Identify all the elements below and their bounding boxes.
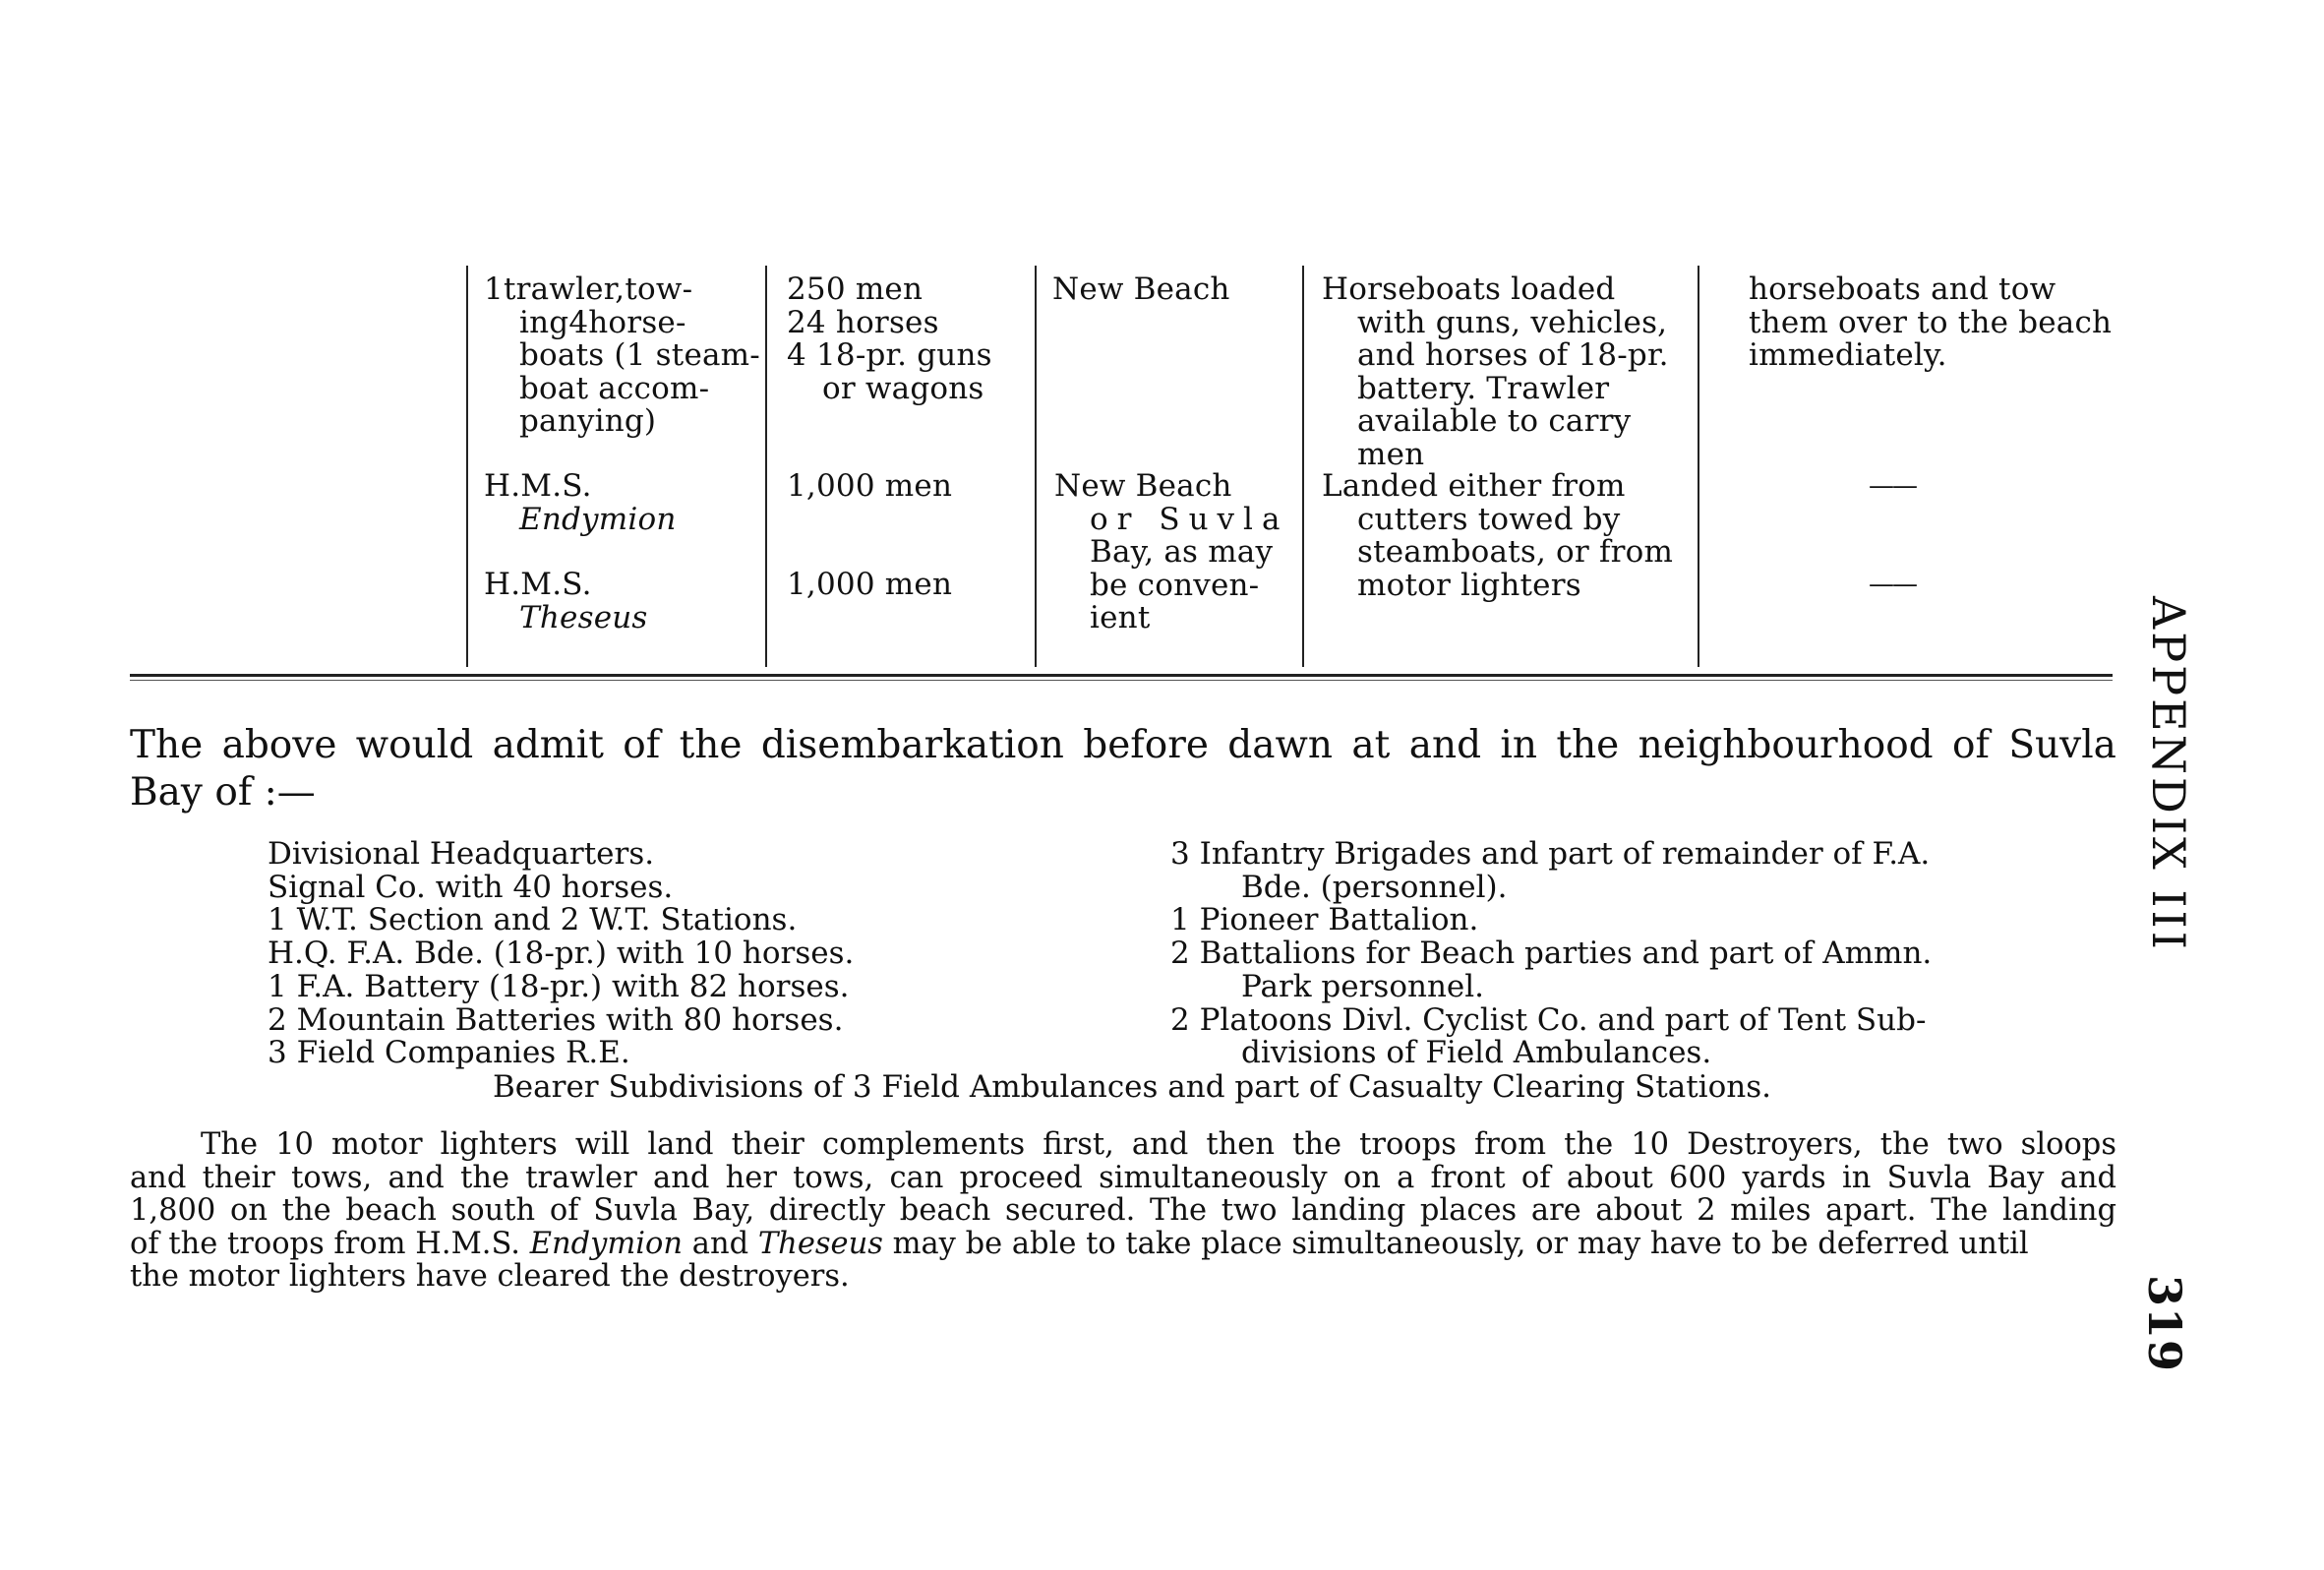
table-cell-line: ient bbox=[1090, 600, 1151, 635]
paragraph-line: 1,800 on the beach south of Suvla Bay, directly beach secured. The two landing places are about 2 miles apart. The landing bbox=[130, 1193, 2116, 1228]
row1-craft bbox=[484, 272, 760, 439]
table bbox=[0, 0, 2324, 669]
list-item: Divisional Headquarters. bbox=[268, 836, 655, 872]
table-cell-line: with guns, vehicles, bbox=[1357, 304, 1668, 340]
table-cell-line: panying) bbox=[519, 403, 657, 439]
row2-notes bbox=[1869, 470, 1947, 504]
paragraph-line: The 10 motor lighters will land their complements first, and then the troops from the 10 Destroyers, the two sloops bbox=[201, 1127, 2116, 1162]
row1-notes bbox=[1749, 273, 2122, 373]
table-cell-line: or Suvla bbox=[1090, 501, 1289, 537]
list-item: 3 Field Companies R.E. bbox=[268, 1035, 630, 1071]
table-cell-line: New Beach bbox=[1054, 468, 1232, 504]
table-cell-line: 1,000 men bbox=[787, 468, 953, 504]
table-cell-line: boat accom- bbox=[519, 370, 710, 406]
row2-carrying bbox=[787, 470, 1023, 504]
table-cell-line: boats (1 steam- bbox=[519, 337, 760, 373]
table-cell-line: or wagons bbox=[822, 370, 984, 406]
table-bottom-rule bbox=[130, 674, 2113, 677]
table-cell-line: available to carry bbox=[1357, 403, 1632, 439]
closing-paragraph bbox=[130, 1128, 2116, 1294]
row2-remarks bbox=[1322, 470, 1676, 602]
list-item: 2 Platoons Divl. Cyclist Co. and part of Tent Sub- bbox=[1170, 1001, 1927, 1038]
table-cell-line: and horses of 18-pr. bbox=[1357, 337, 1669, 373]
table-cell-line: New Beach bbox=[1052, 272, 1230, 307]
table-cell-line: 1trawler,tow- bbox=[484, 272, 693, 307]
ship-name: Theseus bbox=[757, 1226, 883, 1261]
paragraph-line: the motor lighters have cleared the destroyers. bbox=[130, 1259, 850, 1294]
paragraph-line: of the troops from H.M.S. Endymion and Theseus may be able to take place simultaneously, or may have to be deferred until bbox=[130, 1226, 2029, 1261]
paragraph-line: and their tows, and the trawler and her tows, can proceed simultaneously on a front of about 600 yards in Suvla Bay and bbox=[130, 1160, 2116, 1195]
list-item: H.Q. F.A. Bde. (18-pr.) with 10 horses. bbox=[268, 936, 855, 972]
intro-line-2: Bay of :— bbox=[130, 770, 316, 815]
table-cell-line: horseboats and tow bbox=[1749, 272, 2056, 307]
row1-destination bbox=[1052, 273, 1288, 307]
table-cell-line: motor lighters bbox=[1357, 567, 1581, 603]
table-cell-line: them over to the beach bbox=[1749, 304, 2113, 340]
table-cell-line: 250 men bbox=[787, 272, 924, 307]
table-column-divider bbox=[1698, 266, 1699, 667]
row3-carrying bbox=[787, 569, 1023, 602]
table-cell-line: Horseboats loaded bbox=[1322, 272, 1616, 307]
appendix-label: APPENDIX III bbox=[2142, 596, 2195, 952]
list-item: Signal Co. with 40 horses. bbox=[268, 869, 674, 905]
list-item-continued: Bde. (personnel). bbox=[1241, 869, 1508, 905]
table-cell-line: steamboats, or from bbox=[1357, 534, 1674, 570]
ship-name: Endymion bbox=[519, 501, 677, 537]
row1-remarks bbox=[1322, 273, 1676, 471]
table-cell-line: be conven- bbox=[1090, 567, 1260, 603]
table-cell-line: Bay, as may bbox=[1090, 534, 1274, 570]
list-item: 1 Pioneer Battalion. bbox=[1170, 902, 1479, 938]
table-cell-line: immediately. bbox=[1749, 337, 1947, 373]
list-item-continued: Park personnel. bbox=[1241, 968, 1485, 1004]
intro-line: The above would admit of the disembarkation before dawn at and in the neighbourhood of Suvla bbox=[130, 723, 2116, 767]
table-bottom-rule-thin bbox=[130, 680, 2113, 681]
table-cell-line: Landed either from bbox=[1322, 468, 1626, 504]
table-column-divider bbox=[466, 266, 468, 667]
row2-craft bbox=[484, 470, 742, 536]
list-item: 2 Mountain Batteries with 80 horses. bbox=[268, 1001, 844, 1038]
centered-list-item: Bearer Subdivisions of 3 Field Ambulances and part of Casualty Clearing Stations. bbox=[493, 1069, 1771, 1105]
row3-craft bbox=[484, 569, 742, 634]
table-cell-line: —— bbox=[1869, 570, 1916, 599]
row3-notes bbox=[1869, 569, 1947, 602]
table-cell-line: H.M.S. bbox=[484, 567, 592, 602]
table-cell-line: H.M.S. bbox=[484, 468, 592, 504]
table-cell-line: battery. Trawler bbox=[1357, 370, 1610, 406]
table-column-divider bbox=[1302, 266, 1304, 667]
table-column-divider bbox=[765, 266, 767, 667]
table-cell-line: men bbox=[1357, 436, 1425, 472]
table-cell-line: 24 horses bbox=[787, 304, 939, 340]
table-cell-line: —— bbox=[1869, 471, 1916, 501]
ship-name: Endymion bbox=[529, 1226, 684, 1261]
table-cell-line: 4 18-pr. guns bbox=[787, 337, 992, 373]
list-item: 2 Battalions for Beach parties and part of Ammn. bbox=[1170, 936, 1933, 972]
intro-paragraph bbox=[130, 722, 2116, 816]
list-item: 1 W.T. Section and 2 W.T. Stations. bbox=[268, 902, 798, 938]
list-item: 1 F.A. Battery (18-pr.) with 82 horses. bbox=[268, 968, 850, 1004]
page-number: 319 bbox=[2138, 1275, 2191, 1373]
row2-destination bbox=[1054, 468, 1289, 635]
row1-carrying bbox=[787, 273, 1023, 405]
list-item-continued: divisions of Field Ambulances. bbox=[1241, 1035, 1712, 1071]
table-column-divider bbox=[1035, 266, 1037, 667]
table-cell-line: 1,000 men bbox=[787, 567, 953, 602]
table-cell-line: ing4horse- bbox=[519, 304, 686, 340]
table-cell-line: cutters towed by bbox=[1357, 501, 1621, 537]
list-item: 3 Infantry Brigades and part of remainder of F.A. bbox=[1170, 836, 1931, 872]
left-list bbox=[268, 838, 854, 1070]
ship-name: Theseus bbox=[519, 599, 648, 635]
right-list bbox=[1170, 838, 1932, 1070]
